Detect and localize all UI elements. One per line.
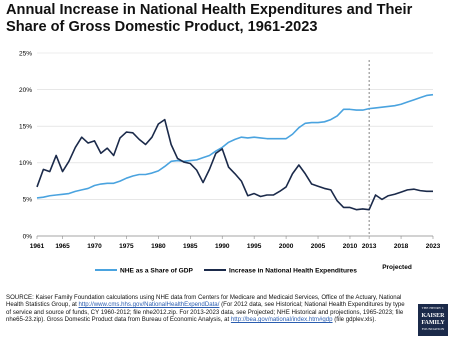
series-lines [37, 95, 433, 210]
chart-title: Annual Increase in National Health Expenditures and Their Share of Gross Domestic Product, 1961-2023 [6, 2, 413, 35]
logo-line: THE HENRY J. [421, 306, 445, 310]
x-tick-label: 1985 [183, 243, 198, 250]
logo-line: KAISER [421, 312, 445, 319]
x-tick-label: 1970 [87, 243, 102, 250]
y-tick-label: 5% [22, 196, 32, 204]
cms-link[interactable]: http://www.cms.hhs.gov/NationalHealthExpendData/ [78, 301, 220, 309]
x-tick-label: 1990 [214, 243, 230, 250]
bea-link[interactable]: http://bea.gov/national/index.htm#gdp [230, 315, 333, 323]
legend-label: NHE as a Share of GDP [120, 267, 193, 275]
legend-label: Increase in National Health Expenditures [229, 267, 357, 275]
x-tick-label: 1965 [55, 243, 70, 250]
source-text: SOURCE: Kaiser Family Foundation calculations using NHE data from Centers for Medicare and Medicaid Services, Office of the Actuary, National Health Statistics Group, at [6, 294, 402, 309]
logo-line: FOUNDATION [421, 326, 445, 331]
y-tick-label: 25% [18, 50, 32, 58]
y-tick-label: 10% [18, 160, 32, 168]
kaiser-family-foundation-logo [418, 304, 448, 336]
projected-label: Projected [382, 264, 412, 271]
x-tick-label: 2013 [361, 243, 377, 250]
series-line-nhe-increase [37, 120, 433, 210]
legend [95, 268, 357, 275]
x-tick-label: 1980 [151, 243, 166, 250]
source-note [6, 294, 406, 323]
y-axis-ticks [19, 50, 32, 240]
x-tick-label: 2005 [310, 243, 326, 250]
source-text: (For 2012 data, see Historical; National Health Expenditures by type of service and source of funds, CY 1960-2012; file nhe2012.zip. For 2013-2023 data, see Projected; NHE Historical and projections, 1965-2023; file nhe65-23.zip). Gross Domestic Product data from Bureau of Economic Analysis, at [6, 301, 405, 323]
y-tick-label: 0% [22, 233, 32, 241]
x-tick-label: 2000 [278, 243, 294, 250]
x-tick-label: 2023 [425, 243, 441, 250]
x-axis-ticks [30, 236, 441, 250]
x-tick-label: 2018 [393, 243, 409, 250]
logo-line: FAMILY [421, 319, 445, 326]
x-tick-label: 1975 [119, 243, 134, 250]
x-tick-label: 1995 [246, 243, 262, 250]
series-line-nhe-share-of-gdp [37, 95, 433, 198]
x-tick-label: 1961 [29, 243, 45, 250]
x-tick-label: 2010 [342, 243, 358, 250]
source-text: (file gdplev.xls). [332, 315, 377, 323]
y-tick-label: 15% [18, 123, 32, 131]
y-tick-label: 20% [18, 86, 32, 94]
